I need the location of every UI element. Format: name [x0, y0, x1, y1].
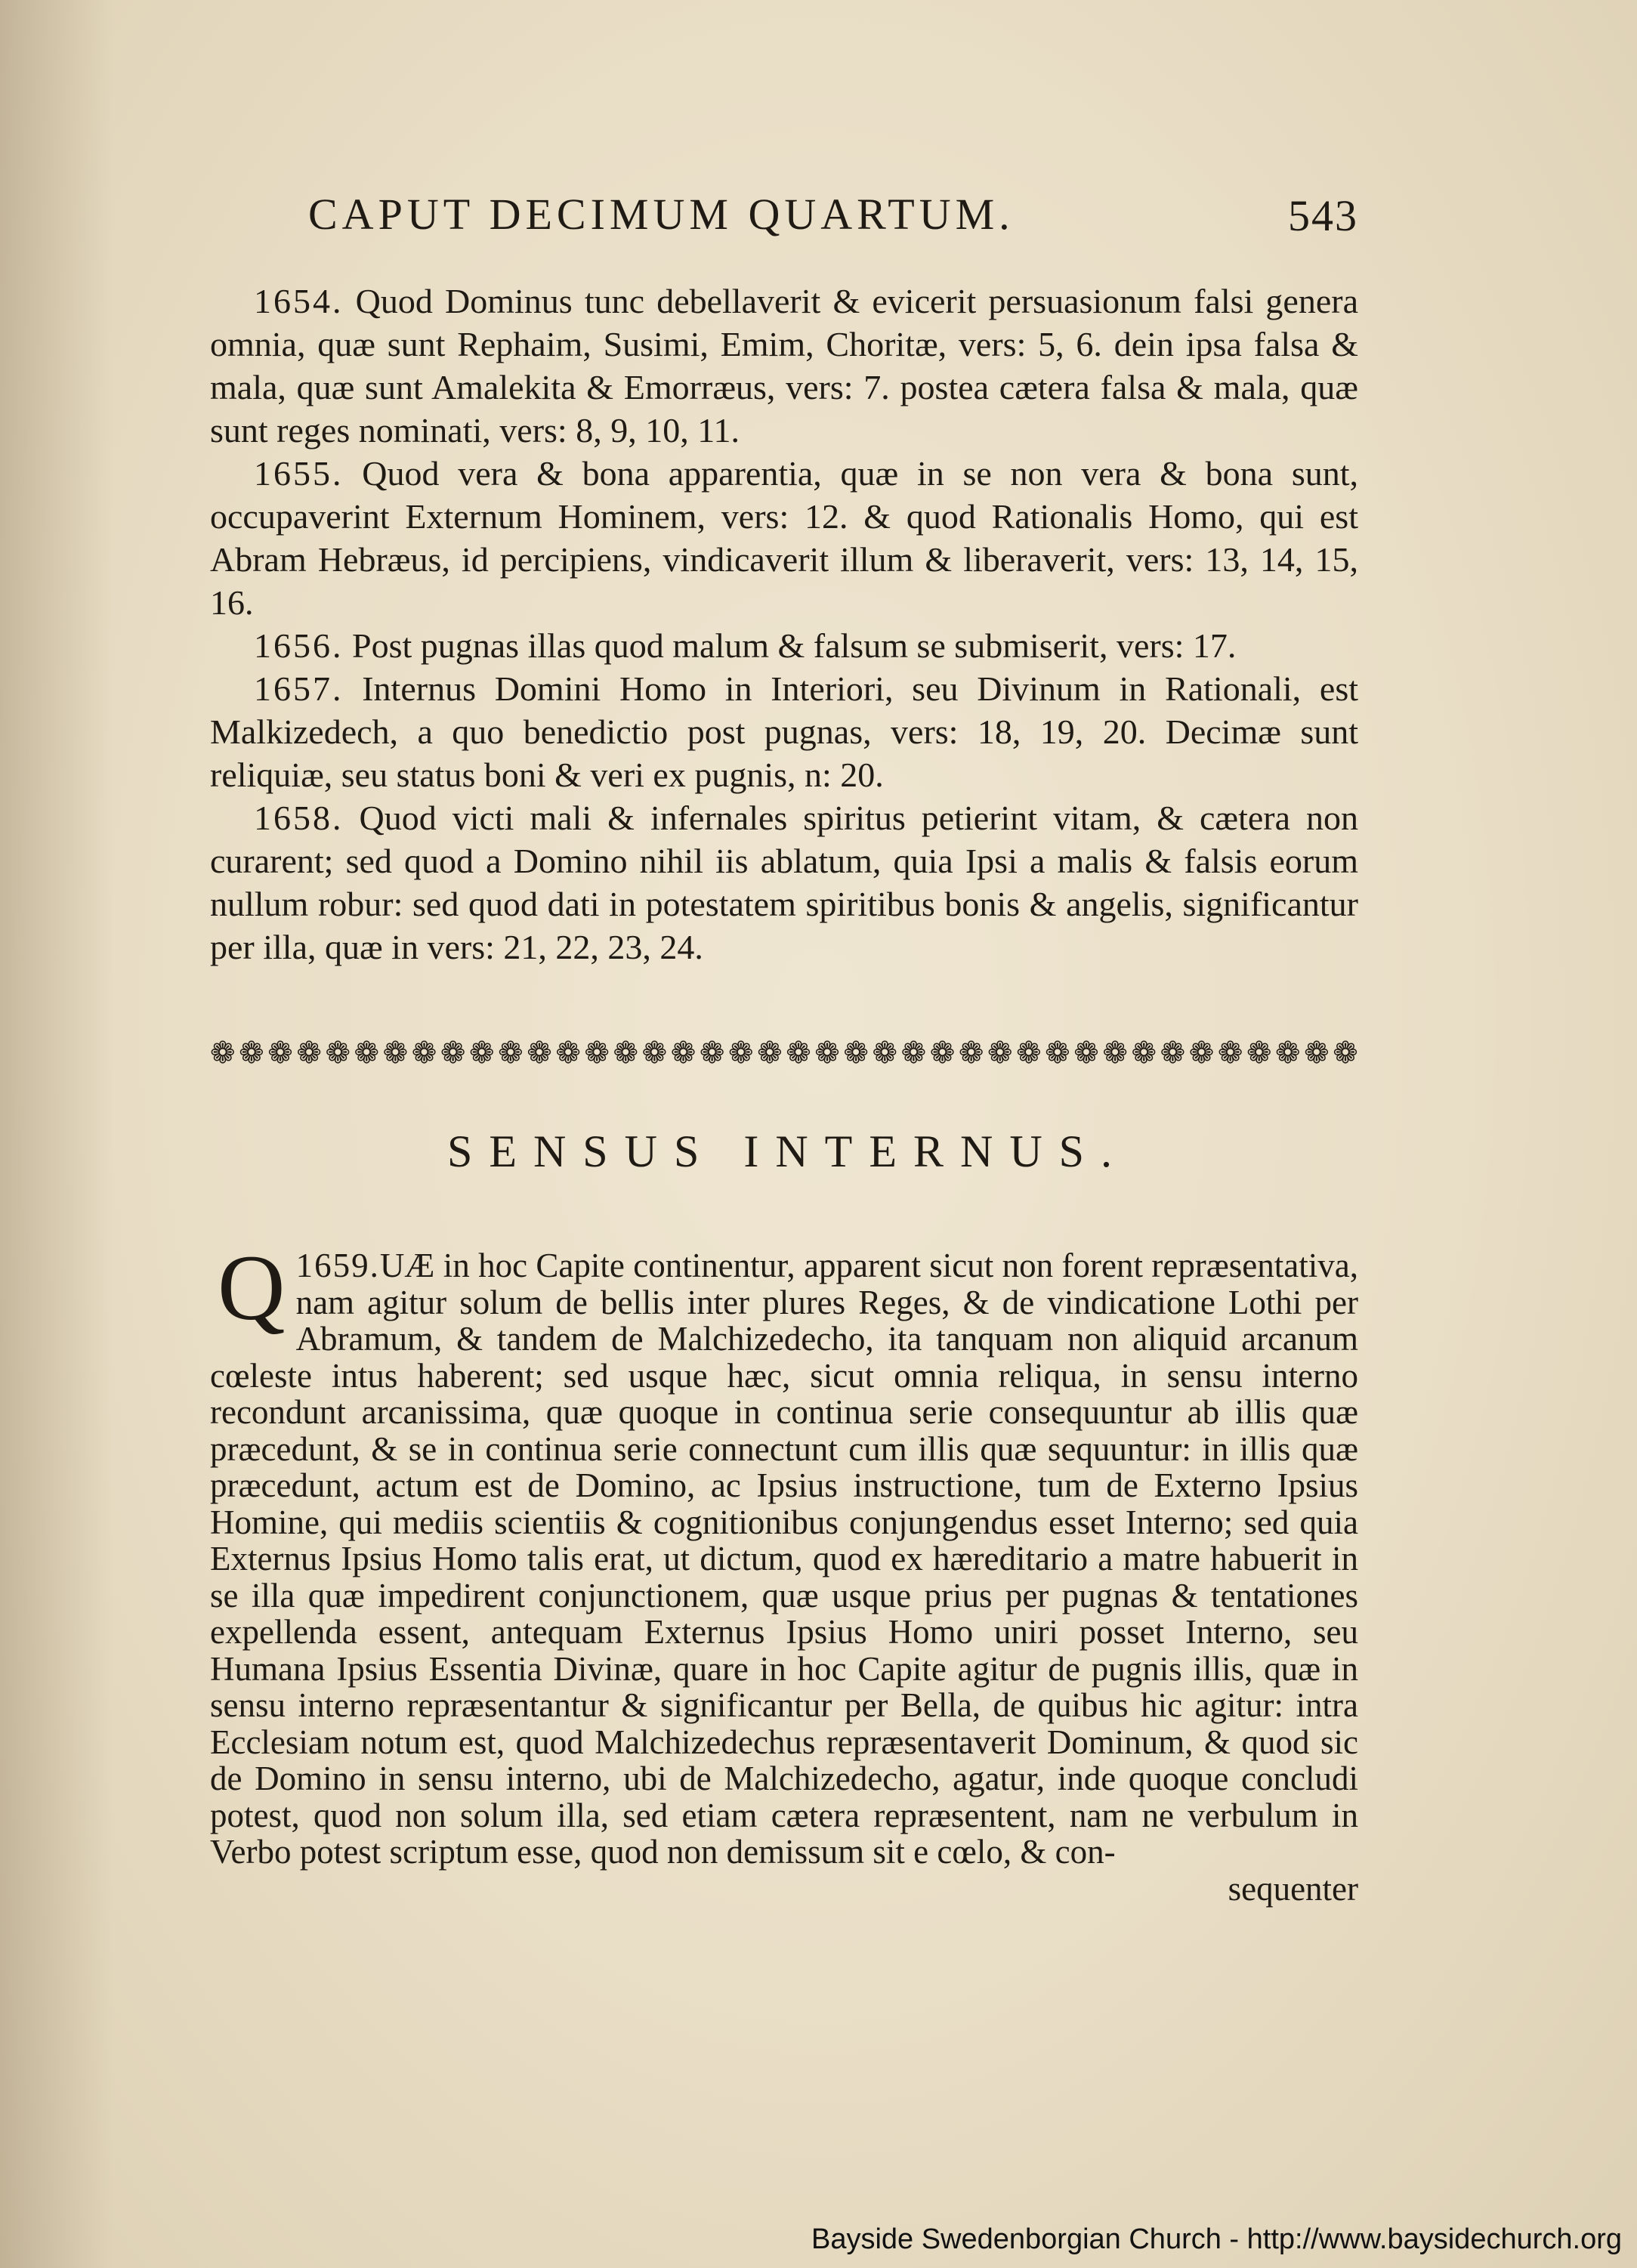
summary-paragraph — [210, 796, 1358, 969]
section-title: SENSUS INTERNUS. — [446, 1126, 1129, 1176]
paragraph-text: UÆ in hoc Capite continentur, apparent sicut non forent repræsentativa, nam agitur solum de bellis inter plures Reges, & de vindicatione Lothi per Abramum, & tandem de Malchizedecho, ita tanquam non aliquid arcanum cœleste intus haberent; sed usque hæc, sicut omnia reliqua, in sensu interno recondunt arcanissima, quæ quoque in continua serie consequuntur ab illis quæ præcedunt, & se in continua serie connectunt cum illis quæ sequuntur: in illis quæ præcedunt, actum est de Domino, ac Ipsius instructione, tum de Externo Ipsius Homine, qui mediis scientiis & cognitionibus conjungendus esset Interno; sed quia Externus Ipsius Homo talis erat, ut dictum, quod ex hæreditario a matre habuerit in se illa quæ impedirent conjunctionem, quæ usque prius per pugnas & tentationes expellenda essent, antequam Externus Ipsius Homo uniri posset Interno, seu Humana Ipsius Essentia Divinæ, quare in hoc Capite agitur de pugnis illis, quæ in sensu interno repræsentantur & significantur per Bella, de quibus hic agitur: intra Ecclesiam notum est, quod Malchizedechus repræsentaverit Dominum, & quod sic de Domino in sensu interno, ubi de Malchizedecho, agatur, inde quoque concludi potest, quod non solum illa, sed etiam cætera repræsentent, nam ne verbulum in Verbo potest scriptum esse, quod non demissum sit e cœlo, & con- — [210, 1247, 1358, 1871]
ornament-flower-icon: ❁ — [613, 1036, 639, 1070]
ornament-flower-icon: ❁ — [1160, 1036, 1186, 1070]
paragraph-text: Internus Domini Homo in Interiori, seu Divinum in Rationali, est Malkizedech, a quo benedictio post pugnas, vers: 18, 19, 20. Decimæ sunt reliquiæ, seu status boni & veri ex pugnis, n: 20. — [210, 669, 1358, 794]
ornament-flower-icon: ❁ — [468, 1036, 495, 1070]
printed-page — [210, 181, 1358, 1907]
ornament-flower-icon: ❁ — [1188, 1036, 1215, 1070]
ornament-flower-icon: ❁ — [267, 1036, 293, 1070]
running-head — [210, 181, 1358, 257]
ornament-flower-icon: ❁ — [555, 1036, 581, 1070]
ornament-flower-icon: ❁ — [757, 1036, 783, 1070]
ornament-flower-icon: ❁ — [670, 1036, 696, 1070]
catchword: sequenter — [1228, 1869, 1358, 1908]
ornament-flower-icon: ❁ — [814, 1036, 840, 1070]
paragraph-text: Post pugnas illas quod malum & falsum se submiserit, vers: 17. — [352, 626, 1237, 665]
ornament-flower-icon: ❁ — [1073, 1036, 1099, 1070]
summary-paragraph — [210, 280, 1358, 452]
ornament-flower-icon: ❁ — [1131, 1036, 1157, 1070]
paragraph-text: Quod victi mali & infernales spiritus petierint vitam, & cætera non curarent; sed quod a Domino nihil iis ablatum, quia Ipsi a malis & falsis eorum nullum robur: sed quod dati in potestatem spiritibus bonis & angelis, significantur per illa, quæ in vers: 21, 22, 23, 24. — [210, 799, 1358, 966]
ornament-flower-icon: ❁ — [498, 1036, 524, 1070]
paragraph-text: Quod Dominus tunc debellaverit & evicerit persuasionum falsi genera omnia, quæ sunt Rephaim, Susimi, Emim, Choritæ, vers: 5, 6. dein ipsa falsa & mala, quæ sunt Amalekita & Emorræus, vers: 7. postea cætera falsa & mala, quæ sunt reges nominati, vers: 8, 9, 10, 11. — [210, 282, 1359, 450]
ornament-flower-icon: ❁ — [527, 1036, 552, 1070]
running-title: CAPUT DECIMUM QUARTUM. — [308, 190, 1015, 239]
page-number: 543 — [1288, 191, 1358, 240]
ornament-flower-icon: ❁ — [987, 1036, 1013, 1070]
ornament-flower-icon: ❁ — [1275, 1036, 1301, 1070]
summary-paragraph — [210, 667, 1358, 796]
spine-shadow — [0, 0, 113, 2268]
ornament-flower-icon: ❁ — [727, 1036, 754, 1070]
ornament-flower-icon: ❁ — [1102, 1036, 1128, 1070]
paragraph-number: 1654. — [254, 282, 344, 320]
ornament-flower-icon: ❁ — [641, 1036, 668, 1070]
ornament-flower-icon: ❁ — [382, 1036, 409, 1070]
summary-paragraph — [210, 624, 1358, 667]
ornament-flower-icon: ❁ — [1217, 1036, 1243, 1070]
ornament-flower-icon: ❁ — [1045, 1036, 1070, 1070]
ornament-flower-icon: ❁ — [1333, 1036, 1358, 1070]
paragraph-number: 1658. — [254, 799, 344, 837]
paragraph-number: 1659. — [295, 1247, 380, 1284]
paragraph-text: Quod vera & bona apparentia, quæ in se non vera & bona sunt, occupaverint Externum Hominem, vers: 12. & quod Rationalis Homo, qui est Abram Hebræus, id percipiens, vindicaverit illum & liberaverit, vers: 13, 14, 15, 16. — [210, 454, 1359, 622]
ornament-flower-icon: ❁ — [1016, 1036, 1042, 1070]
ornament-flower-icon: ❁ — [440, 1036, 466, 1070]
watermark-credit: Bayside Swedenborgian Church - http://www.baysidechurch.org — [811, 2223, 1622, 2255]
ornament-flower-icon: ❁ — [325, 1036, 351, 1070]
ornament-flower-icon: ❁ — [411, 1036, 437, 1070]
ornament-flower-icon: ❁ — [210, 1036, 236, 1070]
summary-paragraph — [210, 452, 1358, 624]
ornament-rule — [210, 1035, 1358, 1071]
ornament-flower-icon: ❁ — [786, 1036, 811, 1070]
ornament-flower-icon: ❁ — [1246, 1036, 1272, 1070]
drop-cap: Q — [218, 1236, 286, 1339]
ornament-flower-icon: ❁ — [354, 1036, 380, 1070]
ornament-flower-icon: ❁ — [900, 1036, 927, 1070]
ornament-flower-icon: ❁ — [584, 1036, 610, 1070]
ornament-flower-icon: ❁ — [239, 1036, 264, 1070]
paragraph-number: 1657. — [254, 669, 344, 708]
ornament-flower-icon: ❁ — [1304, 1036, 1330, 1070]
ornament-flower-icon: ❁ — [843, 1036, 869, 1070]
ornament-flower-icon: ❁ — [296, 1036, 322, 1070]
paragraph-number: 1655. — [254, 454, 344, 493]
paragraph-number: 1656. — [254, 626, 344, 665]
ornament-flower-icon: ❁ — [872, 1036, 898, 1070]
chapter-summary — [210, 280, 1358, 969]
body-paragraph — [210, 1236, 1358, 1908]
ornament-flower-icon: ❁ — [958, 1036, 984, 1070]
ornament-flower-icon: ❁ — [699, 1036, 725, 1070]
ornament-flower-icon: ❁ — [929, 1036, 956, 1070]
